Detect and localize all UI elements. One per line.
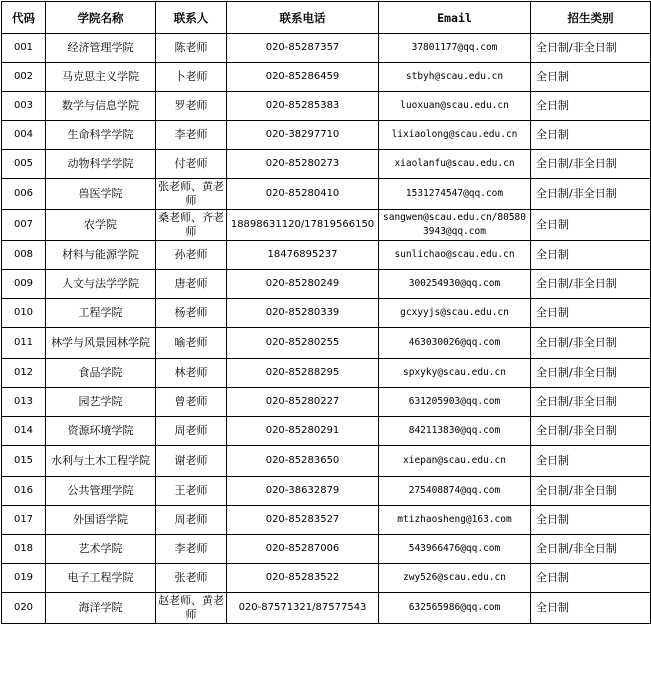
cell-code: 010 [2,299,46,328]
cell-college: 园艺学院 [46,388,156,417]
cell-contact: 张老师 [156,564,227,593]
cell-phone: 020-85280249 [227,270,379,299]
cell-contact: 陈老师 [156,34,227,63]
cell-college: 经济管理学院 [46,34,156,63]
cell-phone: 020-85283527 [227,506,379,535]
cell-email: 543966476@qq.com [379,535,531,564]
cell-phone: 020-85283522 [227,564,379,593]
cell-type: 全日制 [531,241,651,270]
cell-email: 37801177@qq.com [379,34,531,63]
cell-type: 全日制/非全日制 [531,179,651,210]
cell-college: 数学与信息学院 [46,92,156,121]
cell-email: xiepan@scau.edu.cn [379,446,531,477]
header-code: 代码 [2,2,46,34]
cell-college: 公共管理学院 [46,477,156,506]
cell-contact: 桑老师、齐老师 [156,210,227,241]
cell-code: 019 [2,564,46,593]
cell-email: sunlichao@scau.edu.cn [379,241,531,270]
cell-contact: 曾老师 [156,388,227,417]
cell-phone: 020-38297710 [227,121,379,150]
cell-college: 林学与风景园林学院 [46,328,156,359]
cell-code: 009 [2,270,46,299]
cell-code: 002 [2,63,46,92]
cell-contact: 谢老师 [156,446,227,477]
header-type: 招生类别 [531,2,651,34]
cell-email: xiaolanfu@scau.edu.cn [379,150,531,179]
cell-contact: 张老师、黄老师 [156,179,227,210]
cell-contact: 赵老师、黄老师 [156,593,227,624]
cell-code: 014 [2,417,46,446]
cell-phone: 020-85280227 [227,388,379,417]
cell-contact: 李老师 [156,121,227,150]
cell-code: 005 [2,150,46,179]
header-phone: 联系电话 [227,2,379,34]
table-row [2,535,651,564]
table-row [2,150,651,179]
cell-code: 011 [2,328,46,359]
cell-college: 海洋学院 [46,593,156,624]
cell-email: 275408874@qq.com [379,477,531,506]
cell-phone: 020-85287357 [227,34,379,63]
cell-type: 全日制/非全日制 [531,535,651,564]
cell-email: 1531274547@qq.com [379,179,531,210]
cell-college: 生命科学学院 [46,121,156,150]
cell-phone: 020-85287006 [227,535,379,564]
cell-phone: 020-85288295 [227,359,379,388]
cell-email: 300254930@qq.com [379,270,531,299]
cell-email: 631205903@qq.com [379,388,531,417]
cell-college: 食品学院 [46,359,156,388]
cell-college: 电子工程学院 [46,564,156,593]
table-row [2,477,651,506]
cell-email: stbyh@scau.edu.cn [379,63,531,92]
table-row [2,506,651,535]
cell-code: 001 [2,34,46,63]
table-row [2,593,651,624]
cell-phone: 020-85285383 [227,92,379,121]
cell-college: 农学院 [46,210,156,241]
cell-college: 资源环境学院 [46,417,156,446]
table-row [2,121,651,150]
cell-code: 008 [2,241,46,270]
table-row [2,328,651,359]
cell-email: luoxuan@scau.edu.cn [379,92,531,121]
cell-type: 全日制/非全日制 [531,477,651,506]
cell-type: 全日制 [531,593,651,624]
cell-code: 015 [2,446,46,477]
cell-contact: 孙老师 [156,241,227,270]
cell-phone: 020-85286459 [227,63,379,92]
cell-phone: 020-87571321/87577543 [227,593,379,624]
cell-code: 012 [2,359,46,388]
table-row [2,179,651,210]
cell-type: 全日制/非全日制 [531,34,651,63]
cell-type: 全日制/非全日制 [531,359,651,388]
cell-college: 马克思主义学院 [46,63,156,92]
cell-type: 全日制/非全日制 [531,270,651,299]
cell-email: spxyky@scau.edu.cn [379,359,531,388]
table-row [2,359,651,388]
cell-type: 全日制/非全日制 [531,150,651,179]
cell-contact: 周老师 [156,417,227,446]
cell-phone: 18898631120/17819566150 [227,210,379,241]
cell-phone: 020-85280255 [227,328,379,359]
cell-email: lixiaolong@scau.edu.cn [379,121,531,150]
cell-college: 外国语学院 [46,506,156,535]
cell-college: 工程学院 [46,299,156,328]
cell-email: 463030026@qq.com [379,328,531,359]
table-row [2,446,651,477]
cell-email: 842113830@qq.com [379,417,531,446]
table-row [2,299,651,328]
cell-contact: 李老师 [156,535,227,564]
table-row [2,241,651,270]
cell-code: 003 [2,92,46,121]
cell-contact: 王老师 [156,477,227,506]
cell-college: 材料与能源学院 [46,241,156,270]
cell-contact: 罗老师 [156,92,227,121]
cell-code: 006 [2,179,46,210]
cell-type: 全日制 [531,63,651,92]
cell-phone: 020-85283650 [227,446,379,477]
cell-contact: 杨老师 [156,299,227,328]
cell-phone: 020-85280273 [227,150,379,179]
table-row [2,63,651,92]
cell-contact: 卜老师 [156,63,227,92]
cell-type: 全日制 [531,121,651,150]
table-header-row [2,2,651,34]
cell-contact: 林老师 [156,359,227,388]
cell-phone: 020-85280410 [227,179,379,210]
cell-type: 全日制 [531,506,651,535]
cell-type: 全日制 [531,210,651,241]
cell-college: 艺术学院 [46,535,156,564]
cell-type: 全日制/非全日制 [531,328,651,359]
cell-phone: 020-85280339 [227,299,379,328]
cell-code: 007 [2,210,46,241]
header-contact: 联系人 [156,2,227,34]
cell-contact: 周老师 [156,506,227,535]
cell-type: 全日制 [531,564,651,593]
cell-email: mtizhaosheng@163.com [379,506,531,535]
cell-college: 水利与土木工程学院 [46,446,156,477]
cell-college: 动物科学学院 [46,150,156,179]
cell-code: 018 [2,535,46,564]
table-row [2,210,651,241]
cell-code: 020 [2,593,46,624]
cell-college: 兽医学院 [46,179,156,210]
header-email: Email [379,2,531,34]
cell-code: 004 [2,121,46,150]
header-college: 学院名称 [46,2,156,34]
cell-code: 017 [2,506,46,535]
table-row [2,270,651,299]
cell-contact: 唐老师 [156,270,227,299]
table-row [2,388,651,417]
cell-college: 人文与法学学院 [46,270,156,299]
cell-email: zwy526@scau.edu.cn [379,564,531,593]
cell-contact: 付老师 [156,150,227,179]
cell-contact: 喻老师 [156,328,227,359]
cell-type: 全日制/非全日制 [531,417,651,446]
cell-type: 全日制 [531,299,651,328]
table-row [2,34,651,63]
cell-type: 全日制/非全日制 [531,388,651,417]
college-contact-table [1,1,651,624]
table-row [2,417,651,446]
cell-phone: 020-85280291 [227,417,379,446]
cell-email: 632565986@qq.com [379,593,531,624]
table-row [2,92,651,121]
cell-email: gcxyyjs@scau.edu.cn [379,299,531,328]
table-row [2,564,651,593]
cell-type: 全日制 [531,92,651,121]
cell-type: 全日制 [531,446,651,477]
cell-phone: 18476895237 [227,241,379,270]
cell-email: sangwen@scau.edu.cn/805803943@qq.com [379,210,531,241]
cell-code: 016 [2,477,46,506]
cell-phone: 020-38632879 [227,477,379,506]
cell-code: 013 [2,388,46,417]
